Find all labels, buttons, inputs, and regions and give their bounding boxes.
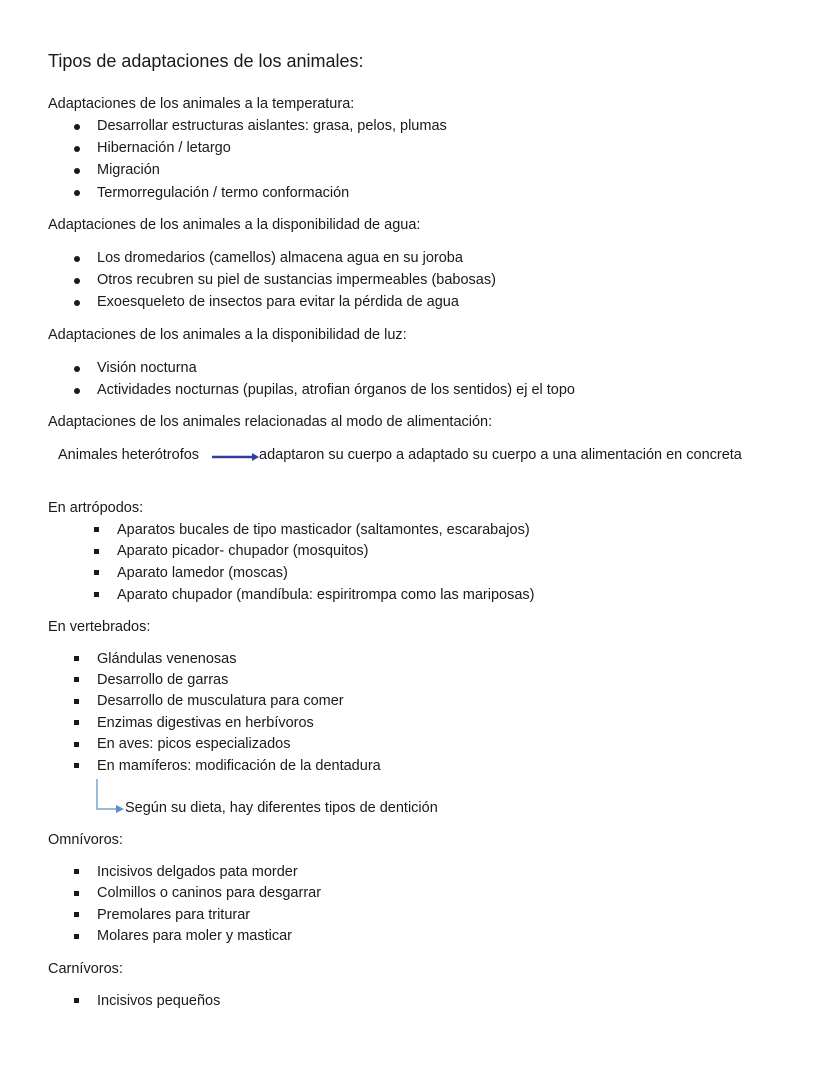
square-bullet-icon <box>74 699 79 704</box>
list-item: Glándulas venenosas <box>97 651 237 667</box>
list-item: Aparato lamedor (moscas) <box>117 565 288 581</box>
list-item: Enzimas digestivas en herbívoros <box>97 715 314 731</box>
square-bullet-icon <box>94 570 99 575</box>
denticion-note: Según su dieta, hay diferentes tipos de dentición <box>125 800 438 816</box>
bullet-icon <box>74 190 80 196</box>
list-item: Los dromedarios (camellos) almacena agua en su joroba <box>97 250 463 266</box>
square-bullet-icon <box>94 549 99 554</box>
square-bullet-icon <box>74 720 79 725</box>
heading-vertebrados: En vertebrados: <box>48 619 151 635</box>
heading-carnivoros: Carnívoros: <box>48 961 123 977</box>
arrow-right-icon <box>212 451 260 463</box>
bullet-icon <box>74 256 80 262</box>
heading-agua: Adaptaciones de los animales a la disponibilidad de agua: <box>48 217 421 233</box>
square-bullet-icon <box>74 656 79 661</box>
bullet-icon <box>74 124 80 130</box>
list-item: Desarrollar estructuras aislantes: grasa, pelos, plumas <box>97 118 447 134</box>
square-bullet-icon <box>74 869 79 874</box>
heterotrofos-label: Animales heterótrofos <box>58 447 200 463</box>
list-item: Aparatos bucales de tipo masticador (saltamontes, escarabajos) <box>117 522 530 538</box>
list-item: Premolares para triturar <box>97 907 251 923</box>
list-item: Aparato chupador (mandíbula: espiritrompa como las mariposas) <box>117 587 535 603</box>
list-item: Migración <box>97 162 160 178</box>
list-item: Exoesqueleto de insectos para evitar la pérdida de agua <box>97 294 459 310</box>
square-bullet-icon <box>74 763 79 768</box>
list-item: Desarrollo de garras <box>97 672 229 688</box>
square-bullet-icon <box>74 934 79 939</box>
square-bullet-icon <box>94 592 99 597</box>
square-bullet-icon <box>74 677 79 682</box>
bullet-icon <box>74 168 80 174</box>
list-item: En aves: picos especializados <box>97 736 291 752</box>
square-bullet-icon <box>94 527 99 532</box>
list-item: Visión nocturna <box>97 360 197 376</box>
square-bullet-icon <box>74 891 79 896</box>
list-item: En mamíferos: modificación de la dentadura <box>97 758 381 774</box>
list-item: Termorregulación / termo conformación <box>97 185 350 201</box>
page-title: Tipos de adaptaciones de los animales: <box>48 51 364 71</box>
heading-alimentacion: Adaptaciones de los animales relacionadas al modo de alimentación: <box>48 414 493 430</box>
list-item: Colmillos o caninos para desgarrar <box>97 885 322 901</box>
list-item: Desarrollo de musculatura para comer <box>97 693 344 709</box>
list-item: Molares para moler y masticar <box>97 928 292 944</box>
list-item: Aparato picador- chupador (mosquitos) <box>117 543 369 559</box>
bullet-icon <box>74 278 80 284</box>
list-item: Otros recubren su piel de sustancias impermeables (babosas) <box>97 272 496 288</box>
elbow-arrow-icon <box>95 779 125 815</box>
heading-temperatura: Adaptaciones de los animales a la temperatura: <box>48 96 355 112</box>
heterotrofos-description: adaptaron su cuerpo a adaptado su cuerpo a una alimentación en concreta <box>259 447 742 463</box>
bullet-icon <box>74 146 80 152</box>
square-bullet-icon <box>74 998 79 1003</box>
list-item: Incisivos delgados pata morder <box>97 864 298 880</box>
list-item: Hibernación / letargo <box>97 140 231 156</box>
heading-omnivoros: Omnívoros: <box>48 832 123 848</box>
bullet-icon <box>74 300 80 306</box>
list-item: Actividades nocturnas (pupilas, atrofian órganos de los sentidos) ej el topo <box>97 382 575 398</box>
bullet-icon <box>74 366 80 372</box>
square-bullet-icon <box>74 742 79 747</box>
heading-luz: Adaptaciones de los animales a la disponibilidad de luz: <box>48 327 407 343</box>
bullet-icon <box>74 388 80 394</box>
square-bullet-icon <box>74 912 79 917</box>
list-item: Incisivos pequeños <box>97 993 221 1009</box>
heading-artropodos: En artrópodos: <box>48 500 144 516</box>
